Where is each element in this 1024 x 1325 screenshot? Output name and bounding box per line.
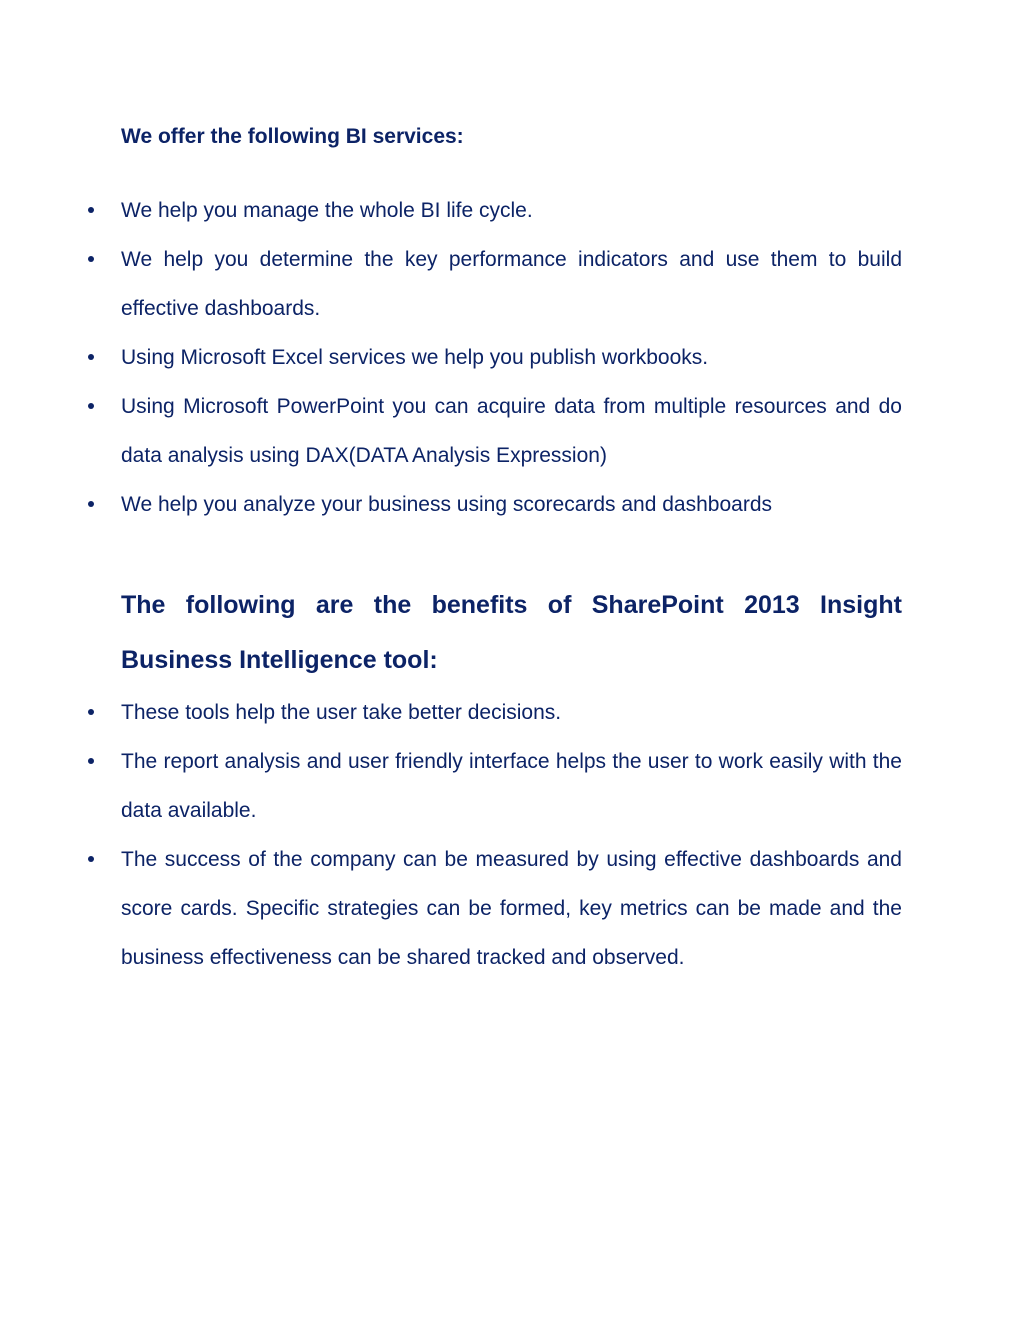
bullet-icon xyxy=(88,207,94,213)
list-item xyxy=(0,333,902,382)
list-item xyxy=(0,737,902,835)
bullet-icon xyxy=(88,403,94,409)
bullet-icon xyxy=(88,354,94,360)
bullet-icon xyxy=(88,501,94,507)
services-heading: We offer the following BI services: xyxy=(121,125,464,148)
bullet-icon xyxy=(88,856,94,862)
list-item xyxy=(0,480,902,529)
list-item xyxy=(0,835,902,982)
list-item xyxy=(0,382,902,480)
services-list xyxy=(0,186,1024,529)
benefits-list xyxy=(0,688,1024,982)
bullet-icon xyxy=(88,256,94,262)
list-item-text: Using Microsoft PowerPoint you can acquire data from multiple resources and do data analysis using DAX(DATA Analysis Expression) xyxy=(121,395,902,467)
list-item xyxy=(0,235,902,333)
list-item xyxy=(0,186,902,235)
list-item xyxy=(0,688,902,737)
list-item-text: The report analysis and user friendly interface helps the user to work easily with the data available. xyxy=(121,750,902,822)
bullet-icon xyxy=(88,709,94,715)
benefits-heading: The following are the benefits of SharePoint 2013 Insight Business Intelligence tool: xyxy=(121,591,902,674)
list-item-text: We help you determine the key performance indicators and use them to build effective dashboards. xyxy=(121,248,902,320)
list-item-text: We help you manage the whole BI life cycle. xyxy=(121,199,533,222)
list-item-text: The success of the company can be measured by using effective dashboards and score cards. Specific strategies can be formed, key metrics can be made and the business effectiveness can be shared tracked and observed. xyxy=(121,848,902,969)
list-item-text: Using Microsoft Excel services we help you publish workbooks. xyxy=(121,346,709,369)
list-item-text: We help you analyze your business using scorecards and dashboards xyxy=(121,493,772,516)
bullet-icon xyxy=(88,758,94,764)
list-item-text: These tools help the user take better decisions. xyxy=(121,701,562,724)
